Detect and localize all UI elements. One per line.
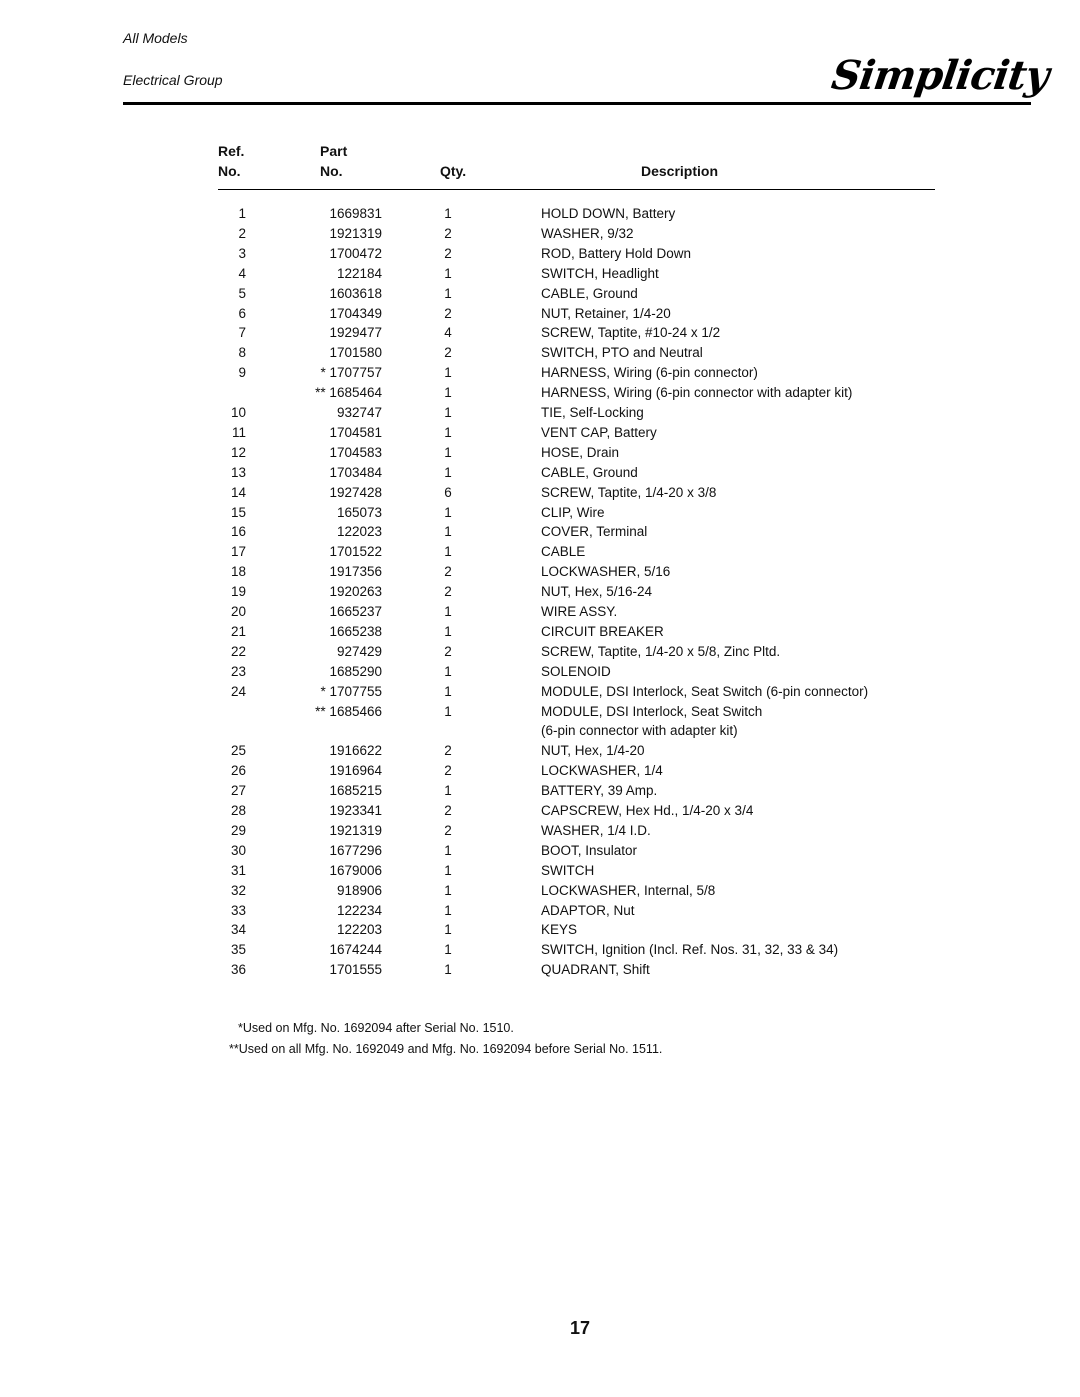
quantity: 1 <box>444 464 452 480</box>
quantity: 1 <box>444 424 452 440</box>
col-header-part-no: No. <box>320 163 343 179</box>
description: HOSE, Drain <box>541 444 620 460</box>
table-row <box>0 903 1080 923</box>
description: CABLE, Ground <box>541 464 638 480</box>
quantity: 1 <box>444 902 452 918</box>
header-rule <box>123 102 1031 105</box>
quantity: 2 <box>444 245 452 261</box>
ref-number: 30 <box>230 842 246 858</box>
table-row <box>0 644 1080 664</box>
col-header-part: Part <box>320 143 348 159</box>
part-number: 1677296 <box>329 842 382 858</box>
col-header-ref-no: No. <box>218 163 241 179</box>
part-number: 1685290 <box>329 663 382 679</box>
description: NUT, Retainer, 1/4-20 <box>541 305 671 321</box>
ref-number: 17 <box>230 544 246 560</box>
ref-number: 24 <box>230 683 246 699</box>
description: ROD, Battery Hold Down <box>541 245 692 261</box>
ref-number: 36 <box>230 962 246 978</box>
description: COVER, Terminal <box>541 524 648 540</box>
quantity: 1 <box>444 265 452 281</box>
ref-number: 29 <box>230 822 246 838</box>
table-row <box>0 664 1080 684</box>
part-number: 122184 <box>336 265 382 281</box>
part-number: 932747 <box>336 405 382 420</box>
table-row <box>0 385 1080 405</box>
part-number: 1701580 <box>329 345 382 361</box>
description: SCREW, Taptite, 1/4-20 x 5/8, Zinc Pltd. <box>541 643 781 659</box>
ref-number: 1 <box>238 206 246 221</box>
table-row <box>0 465 1080 485</box>
table-row <box>0 883 1080 903</box>
table-row <box>0 723 1080 743</box>
description: ADAPTOR, Nut <box>541 902 635 918</box>
ref-number: 23 <box>230 663 246 679</box>
quantity: 2 <box>444 564 452 580</box>
part-number: 918906 <box>336 882 382 898</box>
section-label: Electrical Group <box>123 72 223 88</box>
ref-number: 25 <box>230 743 246 759</box>
table-row <box>0 306 1080 326</box>
description: SWITCH, Headlight <box>541 265 659 281</box>
part-number: 1674244 <box>329 942 382 958</box>
quantity: 1 <box>444 862 452 878</box>
part-number: 1665237 <box>329 604 382 619</box>
part-number: 1927428 <box>329 484 382 500</box>
quantity: 1 <box>444 962 452 978</box>
ref-number: 33 <box>230 902 246 918</box>
part-number: * 1707755 <box>320 683 382 699</box>
description: HARNESS, Wiring (6-pin connector with adapter kit) <box>541 385 853 401</box>
ref-number: 34 <box>230 922 246 938</box>
quantity: 1 <box>444 405 452 420</box>
description: CLIP, Wire <box>541 504 605 520</box>
description: NUT, Hex, 5/16-24 <box>541 584 653 600</box>
table-row <box>0 803 1080 823</box>
ref-number: 21 <box>230 623 246 639</box>
description: VENT CAP, Battery <box>541 424 657 440</box>
table-row <box>0 445 1080 465</box>
part-number: 122234 <box>336 902 382 918</box>
table-row <box>0 485 1080 505</box>
quantity: 1 <box>444 604 452 619</box>
ref-number: 2 <box>238 225 246 241</box>
table-row <box>0 365 1080 385</box>
part-number: 1669831 <box>329 206 382 221</box>
part-number: 927429 <box>336 643 382 659</box>
description: CABLE <box>541 544 586 560</box>
table-row <box>0 226 1080 246</box>
part-number: 1916964 <box>329 763 382 779</box>
part-number: 1929477 <box>329 325 382 341</box>
table-row <box>0 863 1080 883</box>
part-number: ** 1685466 <box>315 703 382 719</box>
description: QUADRANT, Shift <box>541 962 650 978</box>
description: MODULE, DSI Interlock, Seat Switch <box>541 703 763 719</box>
quantity: 1 <box>444 444 452 460</box>
description: CAPSCREW, Hex Hd., 1/4-20 x 3/4 <box>541 803 754 818</box>
ref-number: 15 <box>230 504 246 520</box>
table-row <box>0 505 1080 525</box>
ref-number: 3 <box>238 245 246 261</box>
description: CIRCUIT BREAKER <box>541 623 664 639</box>
ref-number: 10 <box>230 405 246 420</box>
description: MODULE, DSI Interlock, Seat Switch (6-pin connector) <box>541 683 869 699</box>
quantity: 6 <box>444 484 452 500</box>
description: BOOT, Insulator <box>541 842 638 858</box>
description: WIRE ASSY. <box>541 604 618 619</box>
quantity: 2 <box>444 305 452 321</box>
quantity: 2 <box>444 803 452 818</box>
ref-number: 9 <box>238 365 246 381</box>
footnote-double-asterisk: **Used on all Mfg. No. 1692049 and Mfg. No. 1692094 before Serial No. 1511. <box>229 1042 663 1056</box>
description: (6-pin connector with adapter kit) <box>541 723 738 739</box>
ref-number: 32 <box>230 882 246 898</box>
quantity: 2 <box>444 225 452 241</box>
quantity: 1 <box>444 285 452 301</box>
description: SCREW, Taptite, #10-24 x 1/2 <box>541 325 721 341</box>
description: HARNESS, Wiring (6-pin connector) <box>541 365 758 381</box>
table-row <box>0 345 1080 365</box>
description: BATTERY, 39 Amp. <box>541 783 658 799</box>
table-row <box>0 743 1080 763</box>
description: KEYS <box>541 922 578 938</box>
brand-logo: Simplicity <box>828 52 1052 99</box>
table-row <box>0 266 1080 286</box>
table-row <box>0 325 1080 345</box>
ref-number: 35 <box>230 942 246 958</box>
part-number: 1665238 <box>329 623 382 639</box>
quantity: 1 <box>444 783 452 799</box>
ref-number: 18 <box>230 564 246 580</box>
description: SOLENOID <box>541 663 611 679</box>
quantity: 2 <box>444 345 452 361</box>
part-number: 1703484 <box>329 464 382 480</box>
table-row <box>0 286 1080 306</box>
col-header-qty: Qty. <box>440 163 467 179</box>
quantity: 1 <box>444 922 452 938</box>
part-number: 1920263 <box>329 584 382 600</box>
table-row <box>0 604 1080 624</box>
table-row <box>0 524 1080 544</box>
part-number: 1685215 <box>329 783 382 799</box>
description: WASHER, 1/4 I.D. <box>541 822 651 838</box>
table-row <box>0 624 1080 644</box>
table-row <box>0 584 1080 604</box>
table-row <box>0 922 1080 942</box>
page-number: 17 <box>570 1318 591 1338</box>
quantity: 1 <box>444 524 452 540</box>
table-row <box>0 425 1080 445</box>
ref-number: 22 <box>230 643 246 659</box>
models-label: All Models <box>123 30 188 46</box>
ref-number: 27 <box>230 783 246 799</box>
description: SWITCH, Ignition (Incl. Ref. Nos. 31, 32, 33 & 34) <box>541 942 839 958</box>
ref-number: 7 <box>238 325 246 341</box>
description: HOLD DOWN, Battery <box>541 206 676 221</box>
part-number: 165073 <box>336 504 382 520</box>
ref-number: 4 <box>238 265 246 281</box>
quantity: 1 <box>444 504 452 520</box>
table-row <box>0 246 1080 266</box>
ref-number: 14 <box>230 484 246 500</box>
quantity: 4 <box>444 325 452 341</box>
quantity: 1 <box>444 703 452 719</box>
col-header-description: Description <box>641 163 719 179</box>
ref-number: 20 <box>230 604 246 619</box>
quantity: 2 <box>444 763 452 779</box>
quantity: 2 <box>444 743 452 759</box>
table-row <box>0 823 1080 843</box>
part-number: 1917356 <box>329 564 382 580</box>
quantity: 1 <box>444 942 452 958</box>
table-row <box>0 564 1080 584</box>
table-row <box>0 783 1080 803</box>
quantity: 1 <box>444 842 452 858</box>
quantity: 1 <box>444 206 452 221</box>
ref-number: 11 <box>231 424 246 440</box>
ref-number: 8 <box>238 345 246 361</box>
table-row <box>0 962 1080 982</box>
ref-number: 31 <box>230 862 246 878</box>
quantity: 2 <box>444 643 452 659</box>
part-number: 1921319 <box>329 822 382 838</box>
table-row <box>0 942 1080 962</box>
description: NUT, Hex, 1/4-20 <box>541 743 645 759</box>
quantity: 1 <box>444 663 452 679</box>
ref-number: 5 <box>238 285 246 301</box>
quantity: 1 <box>444 882 452 898</box>
ref-number: 13 <box>230 464 246 480</box>
part-number: * 1707757 <box>320 365 382 381</box>
description: WASHER, 9/32 <box>541 225 634 241</box>
part-number: 122203 <box>336 922 382 938</box>
description: CABLE, Ground <box>541 285 638 301</box>
table-row <box>0 405 1080 425</box>
table-row <box>0 843 1080 863</box>
part-number: 1921319 <box>329 225 382 241</box>
table-row <box>0 206 1080 226</box>
ref-number: 16 <box>230 524 246 540</box>
ref-number: 28 <box>230 803 246 818</box>
part-number: 1916622 <box>329 743 382 759</box>
part-number: 1700472 <box>329 245 382 261</box>
ref-number: 12 <box>230 444 246 460</box>
part-number: ** 1685464 <box>315 385 382 401</box>
part-number: 1704583 <box>329 444 382 460</box>
quantity: 1 <box>444 683 452 699</box>
part-number: 1701555 <box>329 962 382 978</box>
part-number: 1923341 <box>329 803 382 818</box>
table-row <box>0 544 1080 564</box>
part-number: 1704581 <box>329 424 382 440</box>
footnote-single-asterisk: *Used on Mfg. No. 1692094 after Serial No. 1510. <box>238 1021 514 1035</box>
part-number: 122023 <box>336 524 382 540</box>
description: TIE, Self-Locking <box>541 405 644 420</box>
description: SCREW, Taptite, 1/4-20 x 3/8 <box>541 484 717 500</box>
table-row <box>0 704 1080 724</box>
table-header-rule <box>218 189 935 190</box>
col-header-ref: Ref. <box>218 143 245 159</box>
description: LOCKWASHER, Internal, 5/8 <box>541 882 716 898</box>
part-number: 1701522 <box>329 544 382 560</box>
quantity: 1 <box>444 365 452 381</box>
quantity: 1 <box>444 623 452 639</box>
part-number: 1704349 <box>329 305 382 321</box>
description: LOCKWASHER, 1/4 <box>541 763 663 779</box>
ref-number: 26 <box>230 763 246 779</box>
quantity: 1 <box>444 385 452 401</box>
description: LOCKWASHER, 5/16 <box>541 564 671 580</box>
quantity: 2 <box>444 584 452 600</box>
ref-number: 6 <box>238 305 246 321</box>
quantity: 1 <box>444 544 452 560</box>
ref-number: 19 <box>230 584 246 600</box>
description: SWITCH, PTO and Neutral <box>541 345 703 361</box>
table-row <box>0 763 1080 783</box>
table-row <box>0 684 1080 704</box>
description: SWITCH <box>541 862 595 878</box>
part-number: 1679006 <box>329 862 382 878</box>
part-number: 1603618 <box>329 285 382 301</box>
quantity: 2 <box>444 822 452 838</box>
